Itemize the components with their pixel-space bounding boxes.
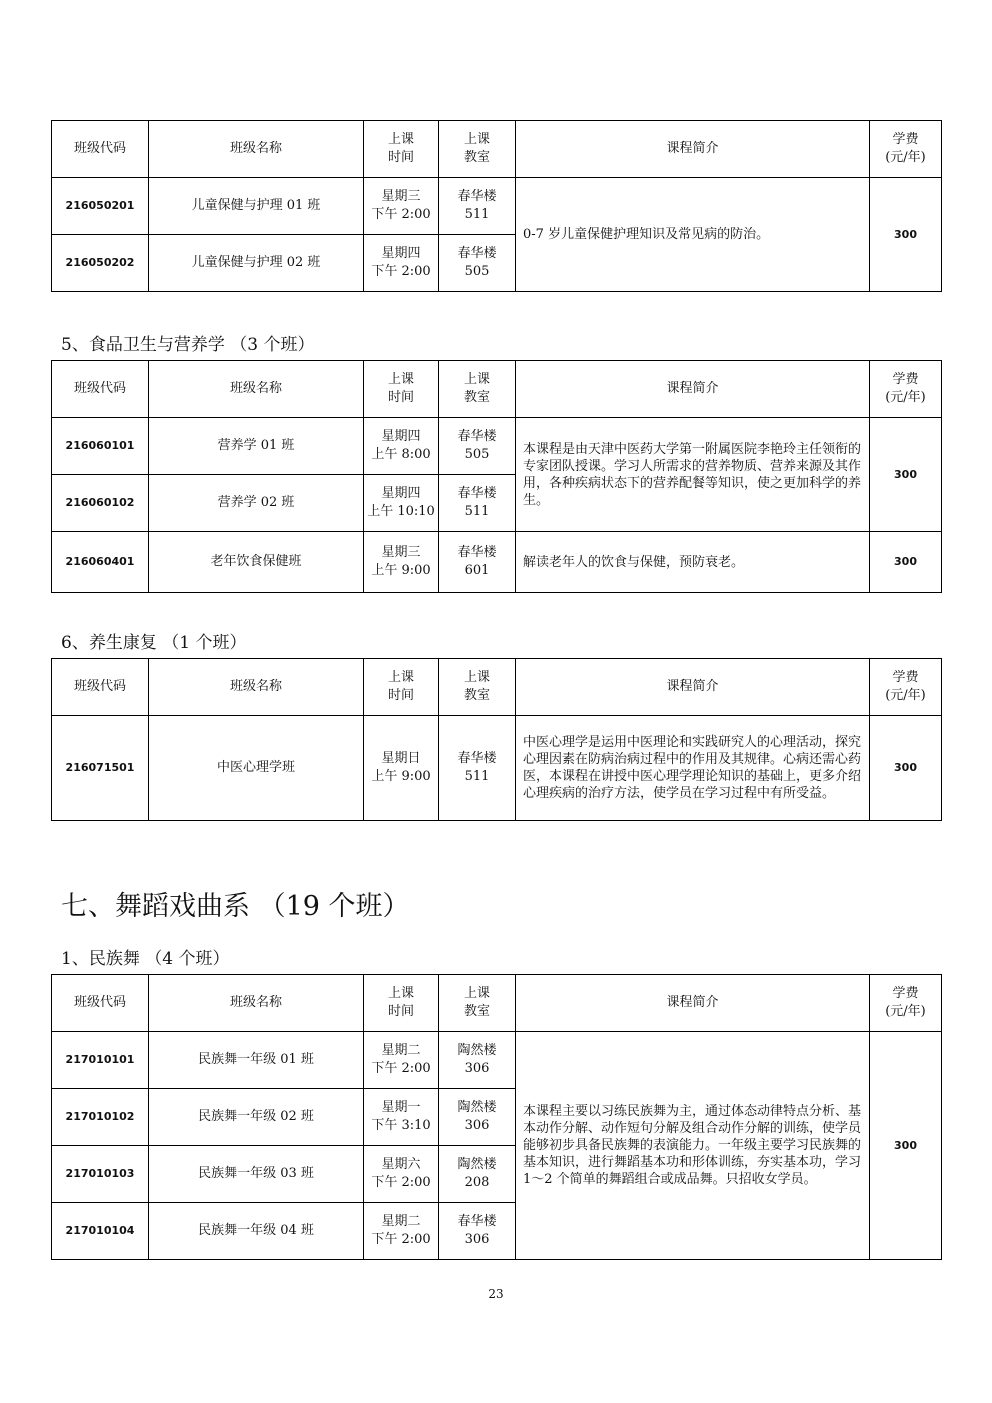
course-table-folk-dance <box>51 974 942 1260</box>
class-time: 星期三 下午 2:00 <box>364 178 439 235</box>
class-name: 营养学 02 班 <box>149 475 364 532</box>
header-room: 上课 教室 <box>439 121 516 178</box>
tuition-fee: 300 <box>870 418 942 532</box>
class-time: 星期四 下午 2:00 <box>364 235 439 292</box>
table-row <box>52 418 942 475</box>
tuition-fee: 300 <box>870 1032 942 1260</box>
section-heading-health-rehab: 6、养生康复 （1 个班） <box>61 633 247 653</box>
header-time: 上课 时间 <box>364 361 439 418</box>
class-room: 春华楼 511 <box>439 178 516 235</box>
class-room: 春华楼 306 <box>439 1203 516 1260</box>
class-code: 217010103 <box>52 1146 149 1203</box>
header-time: 上课 时间 <box>364 121 439 178</box>
header-desc: 课程简介 <box>516 361 870 418</box>
course-table-psychology <box>51 658 942 821</box>
class-code: 217010102 <box>52 1089 149 1146</box>
class-room: 春华楼 505 <box>439 418 516 475</box>
section-heading-folk-dance: 1、民族舞 （4 个班） <box>61 949 230 969</box>
class-name: 中医心理学班 <box>149 716 364 821</box>
class-name: 民族舞一年级 02 班 <box>149 1089 364 1146</box>
header-fee: 学费 (元/年) <box>870 121 942 178</box>
class-time: 星期日 上午 9:00 <box>364 716 439 821</box>
class-code: 216050201 <box>52 178 149 235</box>
class-time: 星期一 下午 3:10 <box>364 1089 439 1146</box>
header-code: 班级代码 <box>52 361 149 418</box>
header-room: 上课 教室 <box>439 659 516 716</box>
class-time: 星期六 下午 2:00 <box>364 1146 439 1203</box>
class-room: 春华楼 511 <box>439 716 516 821</box>
class-name: 老年饮食保健班 <box>149 532 364 593</box>
header-code: 班级代码 <box>52 659 149 716</box>
class-name: 民族舞一年级 04 班 <box>149 1203 364 1260</box>
class-room: 陶然楼 208 <box>439 1146 516 1203</box>
class-name: 民族舞一年级 03 班 <box>149 1146 364 1203</box>
class-time: 星期四 上午 10:10 <box>364 475 439 532</box>
header-desc: 课程简介 <box>516 121 870 178</box>
class-time: 星期四 上午 8:00 <box>364 418 439 475</box>
class-code: 216071501 <box>52 716 149 821</box>
course-description: 本课程是由天津中医药大学第一附属医院李艳玲主任领衔的专家团队授课。学习人所需求的营养物质、营养来源及其作用，各种疾病状态下的营养配餐等知识，使之更加科学的养生。 <box>516 418 870 532</box>
header-fee: 学费 (元/年) <box>870 361 942 418</box>
class-room: 春华楼 511 <box>439 475 516 532</box>
table-header-row <box>52 975 942 1032</box>
class-code: 216050202 <box>52 235 149 292</box>
header-room: 上课 教室 <box>439 361 516 418</box>
class-name: 民族舞一年级 01 班 <box>149 1032 364 1089</box>
class-time: 星期三 上午 9:00 <box>364 532 439 593</box>
part-heading-dance-opera: 七、舞蹈戏曲系 （19 个班） <box>61 891 410 922</box>
table-header-row <box>52 361 942 418</box>
header-fee: 学费 (元/年) <box>870 975 942 1032</box>
class-name: 儿童保健与护理 02 班 <box>149 235 364 292</box>
table-row <box>52 532 942 593</box>
class-code: 216060102 <box>52 475 149 532</box>
header-name: 班级名称 <box>149 659 364 716</box>
table-header-row <box>52 659 942 716</box>
header-name: 班级名称 <box>149 121 364 178</box>
class-room: 春华楼 505 <box>439 235 516 292</box>
course-table-child-care <box>51 120 942 292</box>
class-code: 217010104 <box>52 1203 149 1260</box>
class-room: 陶然楼 306 <box>439 1089 516 1146</box>
header-code: 班级代码 <box>52 975 149 1032</box>
header-time: 上课 时间 <box>364 975 439 1032</box>
header-code: 班级代码 <box>52 121 149 178</box>
table-row <box>52 1032 942 1089</box>
class-code: 216060401 <box>52 532 149 593</box>
tuition-fee: 300 <box>870 178 942 292</box>
table-row <box>52 716 942 821</box>
tuition-fee: 300 <box>870 532 942 593</box>
page-number: 23 <box>488 1287 504 1301</box>
header-room: 上课 教室 <box>439 975 516 1032</box>
header-fee: 学费 (元/年) <box>870 659 942 716</box>
header-desc: 课程简介 <box>516 975 870 1032</box>
class-name: 营养学 01 班 <box>149 418 364 475</box>
class-code: 217010101 <box>52 1032 149 1089</box>
section-heading-food-nutrition: 5、食品卫生与营养学 （3 个班） <box>61 335 315 355</box>
class-code: 216060101 <box>52 418 149 475</box>
header-name: 班级名称 <box>149 975 364 1032</box>
class-name: 儿童保健与护理 01 班 <box>149 178 364 235</box>
tuition-fee: 300 <box>870 716 942 821</box>
table-header-row <box>52 121 942 178</box>
course-description: 0-7 岁儿童保健护理知识及常见病的防治。 <box>516 178 870 292</box>
class-time: 星期二 下午 2:00 <box>364 1032 439 1089</box>
class-time: 星期二 下午 2:00 <box>364 1203 439 1260</box>
class-room: 陶然楼 306 <box>439 1032 516 1089</box>
course-description: 解读老年人的饮食与保健，预防衰老。 <box>516 532 870 593</box>
course-description: 本课程主要以习练民族舞为主，通过体态动律特点分析、基本动作分解、动作短句分解及组合动作分解的训练，使学员能够初步具备民族舞的表演能力。一年级主要学习民族舞的基本知识，进行舞蹈基本功和形体训练，夯实基本功，学习 1～2 个简单的舞蹈组合或成品舞。只招收女学员。 <box>516 1032 870 1260</box>
header-time: 上课 时间 <box>364 659 439 716</box>
course-description: 中医心理学是运用中医理论和实践研究人的心理活动，探究心理因素在防病治病过程中的作用及其规律。心病还需心药医，本课程在讲授中医心理学理论知识的基础上，更多介绍心理疾病的治疗方法，使学员在学习过程中有所受益。 <box>516 716 870 821</box>
class-room: 春华楼 601 <box>439 532 516 593</box>
course-table-nutrition <box>51 360 942 593</box>
header-name: 班级名称 <box>149 361 364 418</box>
header-desc: 课程简介 <box>516 659 870 716</box>
table-row <box>52 178 942 235</box>
